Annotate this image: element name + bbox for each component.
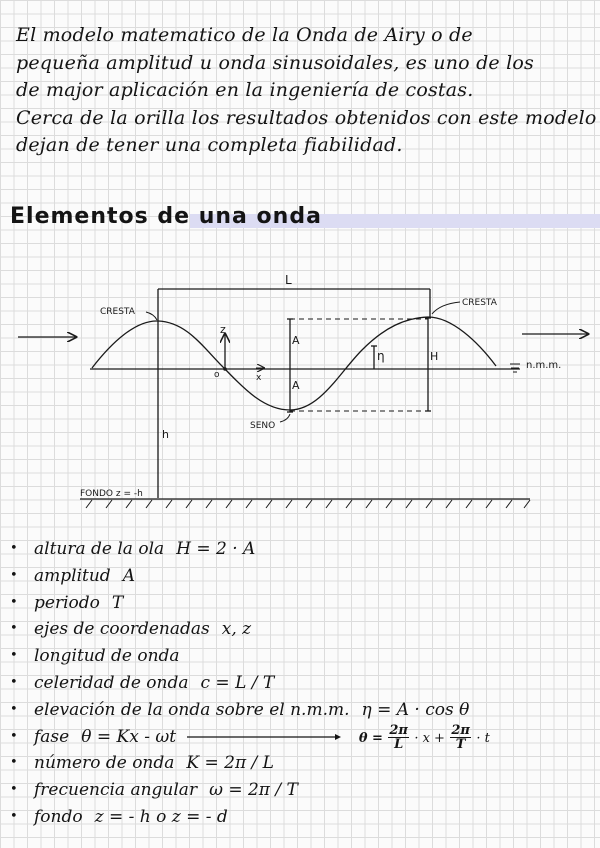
arrow-right-icon bbox=[187, 732, 347, 742]
section-title: Elementos de una onda bbox=[10, 204, 322, 229]
property-name: fase bbox=[34, 726, 70, 747]
intro-paragraph bbox=[16, 22, 596, 160]
list-item bbox=[10, 670, 490, 697]
wave-diagram bbox=[0, 262, 600, 512]
property-formula: θ = Kx - ωt bbox=[81, 726, 177, 747]
property-formula: z = - h o z = - d bbox=[94, 806, 228, 827]
list-item bbox=[10, 643, 490, 670]
wave-height-label: H bbox=[430, 350, 439, 363]
list-item bbox=[10, 724, 490, 751]
property-name: ejes de coordenadas bbox=[34, 619, 210, 640]
depth-label: h bbox=[162, 428, 169, 441]
fraction-2pi-over-L: $\frac{2\pi}{L}$ bbox=[389, 722, 408, 752]
list-item bbox=[10, 697, 490, 724]
intro-line: Cerca de la orilla los resultados obtenidos con este modelo bbox=[16, 106, 597, 129]
amplitude-label-bottom: A bbox=[292, 379, 300, 392]
fraction-2pi-over-T: $\frac{2\pi}{T}$ bbox=[451, 722, 470, 752]
property-name: altura de la ola bbox=[34, 539, 165, 559]
list-item bbox=[10, 616, 490, 643]
mean-sea-level-label: n.m.m. bbox=[526, 360, 562, 371]
property-name: frecuencia angular bbox=[34, 780, 198, 801]
x-axis-label: x bbox=[256, 373, 262, 383]
wavelength-label: L bbox=[285, 273, 292, 287]
property-name: longitud de onda bbox=[34, 646, 180, 667]
property-formula: η = A · cos θ bbox=[361, 699, 470, 720]
property-name: fondo bbox=[34, 806, 83, 827]
property-name: elevación de la onda sobre el n.m.m. bbox=[34, 699, 350, 720]
property-name: número de onda bbox=[34, 753, 175, 774]
z-axis-label: z bbox=[220, 323, 226, 336]
property-formula: T bbox=[111, 592, 124, 613]
property-name: amplitud bbox=[34, 565, 111, 586]
property-name: celeridad de onda bbox=[34, 672, 189, 693]
water-level-symbol bbox=[510, 364, 520, 372]
list-item bbox=[10, 536, 490, 563]
amplitude-label-top: A bbox=[292, 334, 300, 347]
sea-bottom-label: FONDO z = -h bbox=[80, 489, 143, 499]
phase-expanded-mid: · x + bbox=[414, 730, 445, 746]
list-item bbox=[10, 750, 490, 777]
crest-label-right: CRESTA bbox=[462, 298, 497, 308]
property-formula: c = L / T bbox=[200, 672, 275, 693]
wave-properties-list bbox=[10, 536, 490, 831]
origin-label: o bbox=[214, 370, 220, 380]
eta-label: η bbox=[377, 349, 385, 363]
property-formula: x, z bbox=[221, 619, 252, 640]
wave-curve bbox=[92, 317, 496, 410]
list-item bbox=[10, 804, 490, 831]
intro-line: dejan de tener una completa fiabilidad. bbox=[16, 134, 403, 156]
crest-label-left: CRESTA bbox=[100, 307, 135, 317]
list-item bbox=[10, 563, 490, 590]
property-formula: A bbox=[122, 565, 135, 586]
phase-expanded-lhs: θ = bbox=[358, 730, 383, 746]
intro-line: de major aplicación en la ingeniería de costas. bbox=[16, 79, 474, 101]
property-formula: K = 2π / L bbox=[186, 753, 274, 774]
origin-point bbox=[223, 367, 227, 371]
property-formula: H = 2 · A bbox=[176, 539, 256, 559]
phase-expanded-tail: · t bbox=[476, 730, 490, 746]
trough-label: SENO bbox=[250, 421, 276, 431]
list-item bbox=[10, 590, 490, 617]
property-formula: ω = 2π / T bbox=[209, 780, 298, 801]
property-name: periodo bbox=[34, 592, 100, 613]
list-item bbox=[10, 777, 490, 804]
sea-bottom-hatching bbox=[86, 500, 530, 508]
intro-line: El modelo matematico de la Onda de Airy o de bbox=[16, 24, 473, 46]
intro-line: pequeña amplitud u onda sinusoidales, es uno de los bbox=[16, 51, 534, 74]
